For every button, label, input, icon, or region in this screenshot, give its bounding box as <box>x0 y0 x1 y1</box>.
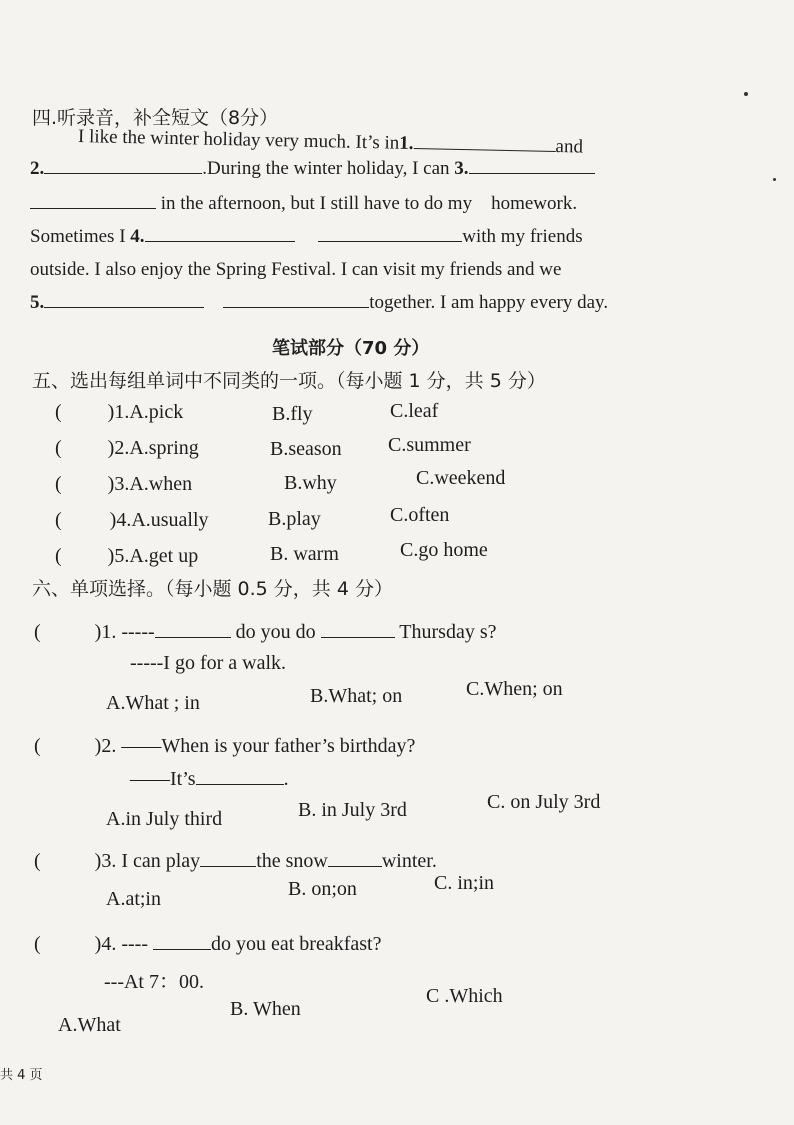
section6-q3-a: A.at;in <box>106 888 161 910</box>
section4-title: 四.听录音，补全短文（8分） <box>32 107 279 129</box>
section5-item-3-b: B.why <box>284 472 337 494</box>
blank-q1-a[interactable] <box>155 623 231 638</box>
passage-line-3: in the afternoon, but I still have to do my homework. <box>30 193 577 215</box>
section6-q3: ( )3. I can play the snow winter. <box>34 850 437 872</box>
section6-q1-b: B.What; on <box>310 685 403 707</box>
scan-speck <box>744 92 748 96</box>
section6-q4-a: A.What <box>58 1014 121 1036</box>
blank-4b[interactable] <box>318 227 462 242</box>
scan-speck <box>773 178 776 181</box>
section5-item-4-c: C.often <box>390 504 450 526</box>
section6-q4-answer: ---At 7：00. <box>104 971 204 993</box>
section5-item-2: ( )2.A.spring <box>55 437 199 459</box>
section6-q2-a: A.in July third <box>106 808 223 830</box>
blank-q3-b[interactable] <box>328 852 382 867</box>
section6-q1-a: A.What ; in <box>106 692 200 714</box>
section5-item-2-c: C.summer <box>388 434 471 456</box>
section5-item-3: ( )3.A.when <box>55 473 193 495</box>
blank-2[interactable] <box>44 159 202 174</box>
section6-q3-b: B. on;on <box>288 878 357 900</box>
section5-item-5-b: B. warm <box>270 543 339 565</box>
section6-q4: ( )4. ---- do you eat breakfast? <box>34 933 382 955</box>
passage-line-2: 2. .During the winter holiday, I can 3. <box>30 158 595 180</box>
blank-1[interactable] <box>413 134 555 152</box>
section5-item-1-c: C.leaf <box>390 400 439 422</box>
blank-q3-a[interactable] <box>200 852 256 867</box>
section5-item-3-c: C.weekend <box>416 467 506 489</box>
section6-q2-answer: ——It’s . <box>130 768 289 790</box>
blank-q2[interactable] <box>196 770 284 785</box>
blank-3b[interactable] <box>30 194 156 209</box>
section6-q1-c: C.When; on <box>466 678 563 700</box>
passage-line-4: Sometimes I 4. with my friends <box>30 226 583 247</box>
section6-q4-c: C .Which <box>426 985 503 1007</box>
section5-item-5-c: C.go home <box>400 539 488 561</box>
section5-item-4: ( )4.A.usually <box>55 509 209 531</box>
section5-item-1-b: B.fly <box>272 403 313 425</box>
section6-q2: ( )2. ——When is your father’s birthday? <box>34 735 416 757</box>
section5-item-1: ( )1.A.pick <box>55 401 184 423</box>
section6-q1-answer: -----I go for a walk. <box>130 652 287 674</box>
blank-q1-b[interactable] <box>321 623 395 638</box>
section5-title: 五、选出每组单词中不同类的一项。（每小题 1 分，共 5 分） <box>32 370 546 392</box>
blank-3[interactable] <box>469 159 595 174</box>
section5-item-5: ( )5.A.get up <box>55 545 199 567</box>
section6-q2-b: B. in July 3rd <box>298 799 407 821</box>
passage-line-6: 5. together. I am happy every day. <box>30 292 609 313</box>
section6-q3-c: C. in;in <box>434 872 495 894</box>
section6-title: 六、单项选择。（每小题 0.5 分，共 4 分） <box>32 578 393 600</box>
passage-line-1: I like the winter holiday very much. It’s in1. and <box>77 126 584 158</box>
passage-line-5: outside. I also enjoy the Spring Festival. I can visit my friends and we <box>30 259 562 280</box>
blank-4[interactable] <box>145 227 295 242</box>
page-footer: 共 4 页 <box>0 1068 43 1083</box>
section6-q4-b: B. When <box>230 998 301 1020</box>
section5-item-2-b: B.season <box>270 438 342 460</box>
blank-q4[interactable] <box>153 935 211 950</box>
written-part-title: 笔试部分（70 分） <box>272 338 430 359</box>
blank-5b[interactable] <box>223 293 369 308</box>
section6-q2-c: C. on July 3rd <box>487 791 601 813</box>
section5-item-4-b: B.play <box>268 508 321 530</box>
blank-5[interactable] <box>44 293 204 308</box>
section6-q1: ( )1. ----- do you do Thursday s? <box>34 621 497 643</box>
